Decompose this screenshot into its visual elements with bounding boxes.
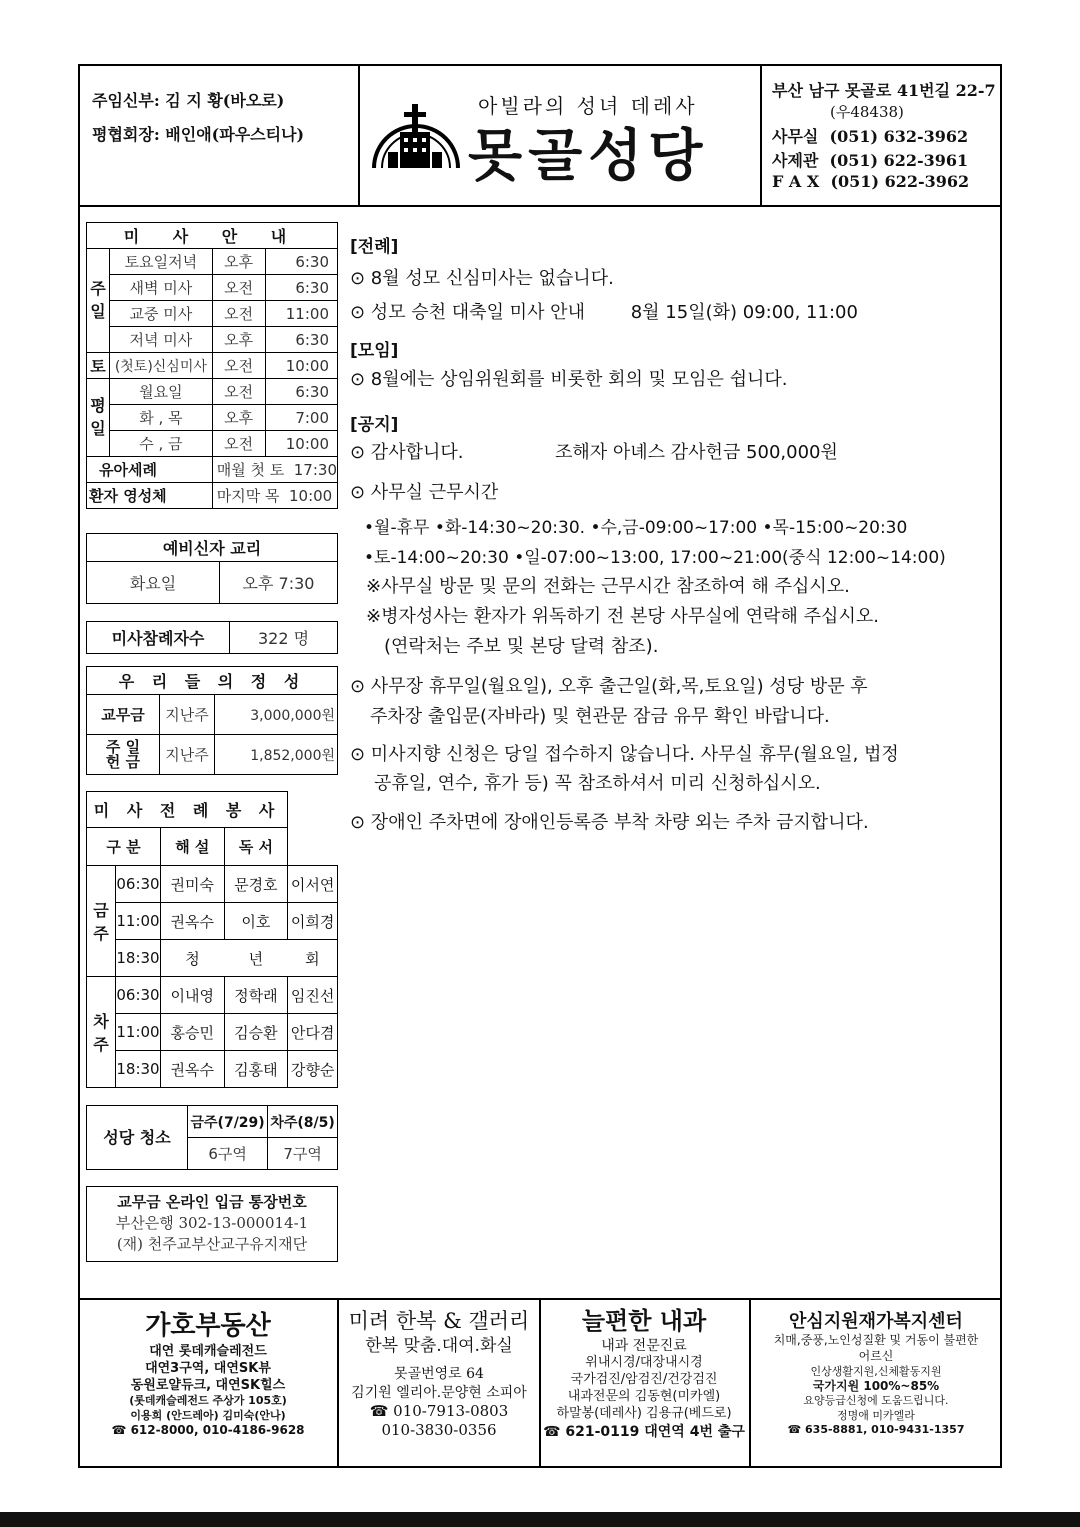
account-holder: (재) 천주교부산교구유지재단: [116, 1235, 308, 1253]
patient-communion-time: 10:00: [289, 487, 333, 505]
notice-line: ⊙ 미사지향 신청은 당일 접수하지 않습니다. 사무실 휴무(월요일, 법정: [350, 744, 899, 765]
header-divider-left: [358, 64, 360, 206]
ad-line: 내과전문의 김동현(미카엘): [567, 1389, 721, 1405]
offering-label: 주 일 헌 금: [87, 735, 160, 775]
ad-line: 요양등급신청에 도움드립니다.: [803, 1394, 949, 1408]
ad-line: 김기원 엘리아.문양현 소피아: [351, 1384, 527, 1401]
liturgy-heading: [전례]: [350, 237, 399, 257]
ad-divider-1: [337, 1298, 339, 1468]
account-bank: 부산은행 302-13-000014-1: [115, 1214, 309, 1232]
notice-line: ⊙ 8월에는 상임위원회를 비롯한 회의 및 모임은 쉽니다.: [350, 369, 788, 390]
mass-ampm: 오전: [212, 379, 265, 405]
service-reader: 문경호: [224, 866, 288, 903]
service-reader: 안다겸: [288, 1014, 338, 1051]
cleaning-next-area: 7구역: [268, 1138, 338, 1170]
office-phone: 사무실 (051) 632-3962: [772, 127, 969, 146]
ad-line: 치매,중풍,노인성질환 및 거동이 불편한: [773, 1333, 979, 1348]
catechumen-time: 오후 7:30: [220, 562, 338, 604]
ad-title: 미려 한복 & 갤러리: [348, 1309, 530, 1333]
mass-ampm: 오후: [212, 327, 265, 353]
ad-line: 어르신: [858, 1348, 894, 1363]
service-header-division: 구 분: [87, 828, 161, 866]
offering-amount: 1,852,000원: [215, 735, 338, 775]
mass-schedule-title: 미 사 안 내: [87, 223, 338, 249]
service-reader: 임진선: [288, 977, 338, 1014]
ad-line: 이용희 (안드레아) 김미숙(안나): [130, 1408, 286, 1422]
parish-patron: 아빌라의 성녀 데레사: [478, 94, 698, 118]
ad-line: 동원로얄듀크, 대연SK힐스: [130, 1377, 286, 1393]
notice-line: ⊙ 사무실 근무시간: [350, 482, 499, 503]
mass-name: (첫토)신심미사: [110, 353, 213, 379]
offering-amount: 3,000,000원: [215, 695, 338, 735]
cleaning-next-week: 차주(8/5): [268, 1106, 338, 1138]
mass-time: 6:30: [265, 379, 337, 405]
mass-name: 저녁 미사: [110, 327, 213, 353]
service-reader: 정학래: [224, 977, 288, 1014]
catechumen-title: 예비신자 교리: [87, 534, 338, 562]
service-time: 18:30: [116, 1051, 161, 1088]
service-time: 11:00: [116, 903, 161, 940]
cleaning-table: [86, 1105, 338, 1170]
ad-clinic: [541, 1306, 747, 1441]
patient-communion-label: 환자 영성체: [87, 483, 213, 509]
mass-time: 6:30: [265, 275, 337, 301]
notice-line: ※사무실 방문 및 문의 전화는 근무시간 참조하여 해 주십시오.: [366, 576, 850, 597]
saturday-label: 토: [87, 353, 110, 379]
ad-hanbok: [340, 1308, 538, 1441]
notice-heading: [공지]: [350, 415, 399, 435]
notice-line: ⊙ 8월 성모 신심미사는 없습니다.: [350, 268, 614, 289]
notice-line: ※병자성사는 환자가 위독하기 전 본당 사무실에 연락해 주십시오.: [366, 606, 879, 627]
infant-baptism-schedule: [212, 457, 337, 483]
cleaning-this-area: 6구역: [188, 1138, 268, 1170]
service-commentator: 권미숙: [161, 866, 225, 903]
offering-period: 지난주: [160, 735, 215, 775]
church-logo-icon: [368, 102, 464, 172]
attendance-table: [86, 621, 338, 654]
offering-table: [86, 666, 338, 775]
service-commentator: 이내영: [161, 977, 225, 1014]
ad-line: 대연3구역, 대연SK뷰: [145, 1360, 271, 1376]
offering-period: 지난주: [160, 695, 215, 735]
this-week-label: 금주: [87, 866, 116, 977]
mass-name: 교중 미사: [110, 301, 213, 327]
council-president: 평협회장: 배인애(파우스티나): [92, 125, 305, 144]
service-header-reading: 독 서: [224, 828, 288, 866]
infant-baptism-label: 유아세례: [87, 457, 213, 483]
ad-line: 대연 롯데캐슬레전드: [149, 1343, 267, 1359]
service-time: 11:00: [116, 1014, 161, 1051]
service-reader: 김승환: [224, 1014, 288, 1051]
ad-real-estate: [80, 1310, 336, 1439]
mass-time: 6:30: [265, 249, 337, 275]
offering-title: 우 리 들 의 정 성: [87, 667, 338, 695]
ad-line: 국가지원 100%~85%: [812, 1378, 940, 1393]
infant-baptism-when: 매월 첫 토: [216, 461, 285, 479]
mass-ampm: 오전: [212, 275, 265, 301]
ad-title: 가호부동산: [145, 1311, 271, 1341]
sunday-label: 주일: [87, 249, 110, 353]
weekday-label: 평일: [87, 379, 110, 457]
ad-line: 위내시경/대장내시경: [585, 1355, 703, 1371]
ad-line: 내과 전문진료: [601, 1338, 687, 1355]
service-reader: 강향순: [288, 1051, 338, 1088]
postal-code: (우48438): [830, 103, 904, 121]
service-title: 미 사 전 례 봉 사: [87, 792, 288, 828]
mass-time: 6:30: [265, 327, 337, 353]
liturgy-service-table: [86, 791, 338, 1088]
ad-title: 안심지원재가복지센터: [789, 1311, 963, 1332]
mass-name: 화 , 목: [110, 405, 213, 431]
notice-line: ⊙ 감사합니다. 조해자 아녜스 감사헌금 500,000원: [350, 442, 838, 463]
service-commentator: 홍승민: [161, 1014, 225, 1051]
mass-ampm: 오전: [212, 353, 265, 379]
ad-line: ☎ 621-0119 대연역 4번 출구: [543, 1423, 745, 1440]
mass-ampm: 오후: [212, 405, 265, 431]
pastor-name: 주임신부: 김 지 황(바오로): [92, 91, 285, 110]
notice-line: (연락처는 주보 및 본당 달력 참조).: [384, 636, 659, 657]
ad-line: ☎ 010-7913-0803: [369, 1401, 509, 1420]
bottom-bar: [0, 1512, 1080, 1527]
notice-line: ⊙ 장애인 주차면에 장애인등록증 부착 차량 외는 주차 금지합니다.: [350, 812, 869, 833]
ad-line: 못골번영로 64: [394, 1366, 484, 1383]
service-reader: 이호: [224, 903, 288, 940]
ad-welfare-center: [751, 1310, 1001, 1437]
parish-title: 못골성당: [468, 124, 709, 189]
mass-schedule-table: [86, 222, 338, 509]
mass-name: 새벽 미사: [110, 275, 213, 301]
mass-name: 월요일: [110, 379, 213, 405]
attendance-label: 미사참례자수: [87, 622, 230, 654]
office-hours-line: •토-14:00~20:30 •일-07:00~13:00, 17:00~21:00(중식 12:00~14:00): [364, 548, 946, 568]
notice-line: ⊙ 사무장 휴무일(월요일), 오후 출근일(화,목,토요일) 성당 방문 후: [350, 676, 868, 697]
ad-line: 인상생활지원,신체활동지원: [810, 1364, 942, 1378]
mass-ampm: 오전: [212, 431, 265, 457]
service-commentator: 청: [161, 940, 225, 977]
service-reader: 김홍태: [224, 1051, 288, 1088]
catechumen-day: 화요일: [87, 562, 220, 604]
catechumen-table: [86, 533, 338, 604]
ad-line: 하말봉(데레사) 김용규(베드로): [556, 1406, 732, 1422]
mass-time: 10:00: [265, 431, 337, 457]
service-time: 06:30: [116, 866, 161, 903]
mass-time: 11:00: [265, 301, 337, 327]
meeting-heading: [모임]: [350, 341, 399, 361]
fax-number: F A X (051) 622-3962: [772, 172, 970, 191]
service-time: 18:30: [116, 940, 161, 977]
account-box: [86, 1186, 338, 1262]
mass-time: 7:00: [265, 405, 337, 431]
ad-line: ☎ 635-8881, 010-9431-1357: [787, 1423, 965, 1437]
office-hours-line: •월-휴무 •화-14:30~20:30. •수,금-09:00~17:00 •목-15:00~20:30: [364, 518, 908, 538]
patient-communion-schedule: [212, 483, 337, 509]
ad-title: 늘편한 내과: [581, 1307, 707, 1335]
header-bottom-line: [78, 205, 1002, 207]
notice-line: 공휴일, 연수, 휴가 등) 꼭 참조하셔서 미리 신청하십시오.: [374, 773, 821, 794]
ad-line: (롯데캐슬레전드 주상가 105호): [129, 1394, 287, 1408]
mass-ampm: 오전: [212, 301, 265, 327]
service-reader: 년: [224, 940, 288, 977]
header-divider-right: [760, 64, 762, 206]
infant-baptism-time: 17:30: [293, 461, 337, 479]
cleaning-label: 성당 청소: [87, 1106, 188, 1170]
mass-name: 수 , 금: [110, 431, 213, 457]
next-week-label: 차주: [87, 977, 116, 1088]
patient-communion-when: 마지막 목: [216, 487, 280, 505]
ad-line: 한복 맞춤.대여.화실: [365, 1336, 513, 1357]
service-reader: 이희경: [288, 903, 338, 940]
notice-line: ⊙ 성모 승천 대축일 미사 안내 8월 15일(화) 09:00, 11:00: [350, 302, 858, 323]
account-title: 교무금 온라인 입금 통장번호: [117, 1193, 307, 1211]
service-reader: 회: [288, 940, 338, 977]
service-commentator: 권옥수: [161, 1051, 225, 1088]
mass-time: 10:00: [265, 353, 337, 379]
ad-line: 국가검진/암검진/건강검진: [570, 1372, 718, 1388]
mass-ampm: 오후: [212, 249, 265, 275]
notice-line: 주차장 출입문(자바라) 및 현관문 잠금 유무 확인 바랍니다.: [370, 706, 830, 727]
mass-name: 토요일저녁: [110, 249, 213, 275]
service-header-commentary: 해 설: [161, 828, 225, 866]
attendance-value: 322 명: [230, 622, 338, 654]
ad-line: 정명애 미카엘라: [837, 1408, 915, 1422]
address: 부산 남구 못골로 41번길 22-7: [772, 81, 996, 100]
offering-label: 교무금: [87, 695, 160, 735]
cleaning-this-week: 금주(7/29): [188, 1106, 268, 1138]
ad-line: ☎ 612-8000, 010-4186-9628: [111, 1423, 305, 1438]
rectory-phone: 사제관 (051) 622-3961: [772, 151, 969, 170]
service-time: 06:30: [116, 977, 161, 1014]
service-reader: 이서연: [288, 866, 338, 903]
service-commentator: 권옥수: [161, 903, 225, 940]
ad-line: 010-3830-0356: [381, 1421, 497, 1440]
